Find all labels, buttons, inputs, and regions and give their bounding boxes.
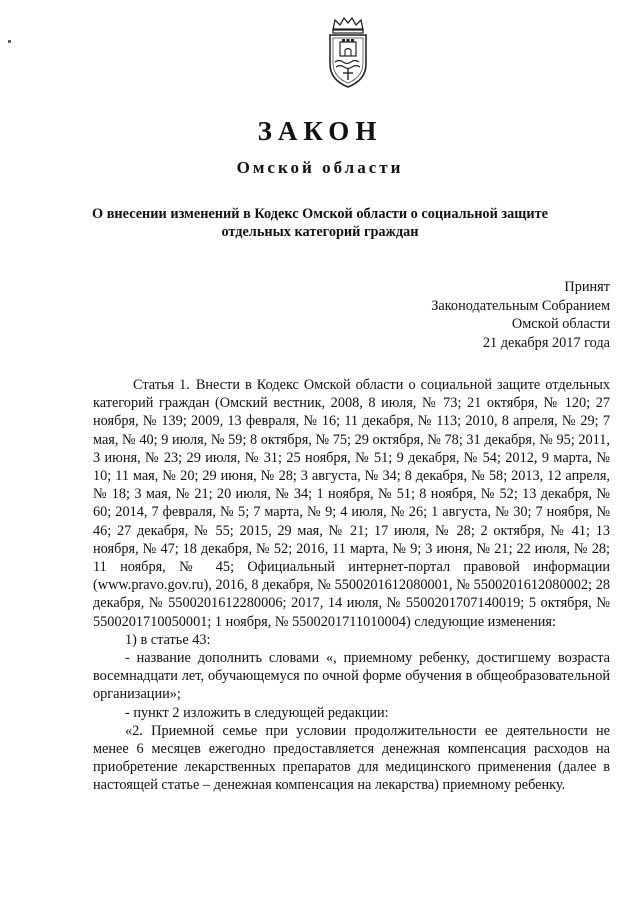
law-region: Омской области (236, 158, 404, 177)
scan-dot (8, 40, 11, 43)
item-1-b: - пункт 2 изложить в следующей редакции: (125, 704, 389, 721)
item-1-a: - название дополнить словами «, приемному ребенку, достигшему возраста восемнадцати лет, обучающемуся по очной форме обучения в общеобразовательной организации»; (93, 650, 610, 703)
adopted-date: 21 декабря 2017 года (482, 334, 610, 351)
article-label: Статья 1. (133, 377, 190, 393)
adopted-by: Законодательным Собранием (431, 297, 610, 314)
item-1: 1) в статье 43: (125, 631, 211, 648)
law-body (93, 376, 610, 795)
law-heading: О внесении изменений в Кодекс Омской области о социальной защите отдельных категорий граждан (92, 206, 548, 240)
adopted-label: Принят (564, 279, 610, 295)
item-1-c: «2. Приемной семье при условии продолжительности ее деятельности не менее 6 месяцев ежегодно предоставляется денежная компенсация расходов на приобретение лекарственных препаратов для медицинского применения (далее в настоящей статье – денежная компенсация на лекарства) приемному ребенку. (93, 722, 610, 794)
article-1-text: Внести в Кодекс Омской области о социальной защите отдельных категорий граждан (Омский вестник, 2008, 8 июля, № 73; 21 октября, № 120; 27 ноября, № 139; 2009, 13 февраля, № 16; 11 декабря, № 113; 2010, 8 апреля, № 29; 7 мая, № 40; 9 июля, № 59; 8 октября, № 75; 29 октября, № 78; 31 декабря, № 95; 2011, 3 июня, № 23; 29 июля, № 31; 25 ноября, № 51; 9 декабря, № 54; 2012, 9 марта, № 10; 11 мая, № 20; 29 июня, № 28; 3 августа, № 34; 8 декабря, № 58; 2013, 12 апреля, № 18; 3 мая, № 21; 20 июля, № 34; 1 ноября, № 51; 8 ноября, № 52; 13 декабря, № 60; 2014, 7 февраля, № 5; 7 марта, № 9; 4 июля, № 26; 1 августа, № 30; 7 ноября, № 46; 27 декабря, № 55; 2015, 29 мая, № 21; 17 июля, № 28; 2 октября, № 41; 13 ноября, № 47; 18 декабря, № 52; 2016, 11 марта, № 9; 3 июня, № 21; 22 июля, № 28; 11 ноября, № 45; Официальный интернет-портал правовой информации (www.pravo.gov.ru), 2016, 8 декабря, № 5500201612080001, № 5500201612080002; 28 декабря, № 5500201612280006; 2017, 14 июля, № 5500201707140019; 5 октября, № 5500201710050001; 1 ноября, № 5500201711010004) следующие изменения: (93, 377, 611, 630)
adoption-block (431, 278, 610, 352)
adopted-region: Омской области (511, 316, 610, 332)
omsk-coat-of-arms-icon (325, 16, 371, 90)
law-title: ЗАКОН (257, 116, 383, 146)
article-1-intro (93, 376, 610, 631)
